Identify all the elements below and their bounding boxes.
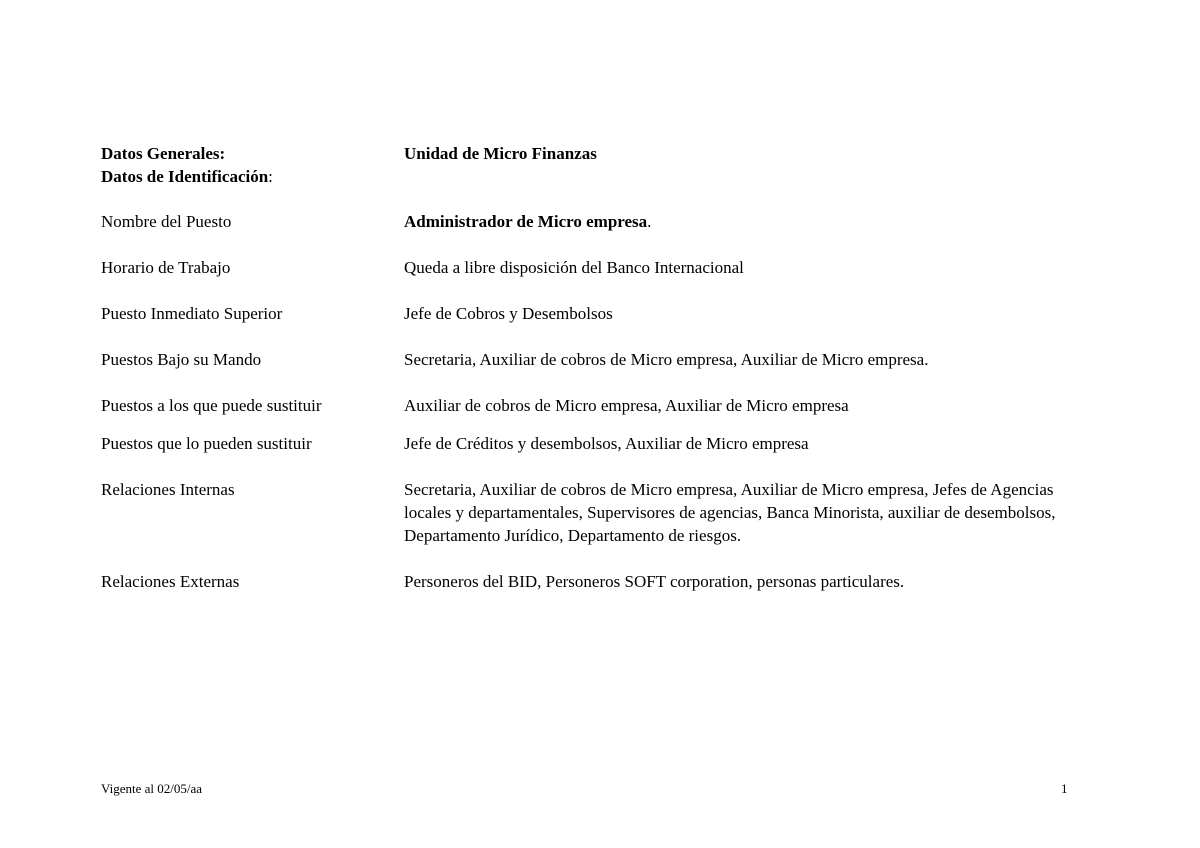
row-label: Relaciones Externas — [101, 572, 240, 591]
job-title: Administrador de Micro empresa — [404, 212, 648, 231]
row-label: Puestos que lo pueden sustituir — [101, 434, 312, 453]
row-label: Horario de Trabajo — [101, 258, 231, 277]
footer-validity: Vigente al 02/05/aa — [101, 781, 203, 796]
row-value: Jefe de Cobros y Desembolsos — [404, 304, 613, 323]
page-number: 1 — [1061, 781, 1068, 796]
general-data-row — [101, 142, 1101, 165]
row-label: Puestos Bajo su Mando — [101, 350, 262, 369]
row-nombre-puesto — [101, 210, 1101, 233]
row-label: Puestos a los que puede sustituir — [101, 396, 322, 415]
row-value: Queda a libre disposición del Banco Internacional — [404, 258, 744, 277]
header-block — [101, 142, 1101, 188]
row-superior — [101, 302, 1101, 325]
identification-label-text: Datos de Identificación — [101, 167, 269, 186]
row-value — [404, 210, 1101, 233]
general-data-label: Datos Generales: — [101, 144, 226, 163]
identification-table — [101, 210, 1101, 616]
general-data-value: Unidad de Micro Finanzas — [404, 144, 597, 163]
row-value: Jefe de Créditos y desembolsos, Auxiliar de Micro empresa — [404, 434, 809, 453]
row-relaciones-internas — [101, 478, 1101, 547]
row-label: Nombre del Puesto — [101, 212, 232, 231]
row-value: Secretaria, Auxiliar de cobros de Micro empresa, Auxiliar de Micro empresa. — [404, 350, 929, 369]
row-relaciones-externas — [101, 570, 1101, 593]
identification-row — [101, 165, 1101, 188]
identification-colon: : — [268, 167, 273, 186]
row-bajo-mando — [101, 348, 1101, 371]
row-pueden-sustituir — [101, 432, 1101, 455]
row-value: Auxiliar de cobros de Micro empresa, Auxiliar de Micro empresa — [404, 396, 849, 415]
job-title-period: . — [647, 212, 652, 231]
row-label: Puesto Inmediato Superior — [101, 304, 283, 323]
row-label: Relaciones Internas — [101, 480, 235, 499]
row-horario — [101, 256, 1101, 279]
row-value: Secretaria, Auxiliar de cobros de Micro empresa, Auxiliar de Micro empresa, Jefes de Agencias locales y departamentales, Supervisores de agencias, Banca Minorista, auxiliar de desembolsos, Departamento Jurídico, Departamento de riesgos. — [404, 480, 1075, 545]
row-puede-sustituir — [101, 394, 1101, 417]
identification-label — [101, 165, 404, 188]
row-value: Personeros del BID, Personeros SOFT corporation, personas particulares. — [404, 572, 905, 591]
